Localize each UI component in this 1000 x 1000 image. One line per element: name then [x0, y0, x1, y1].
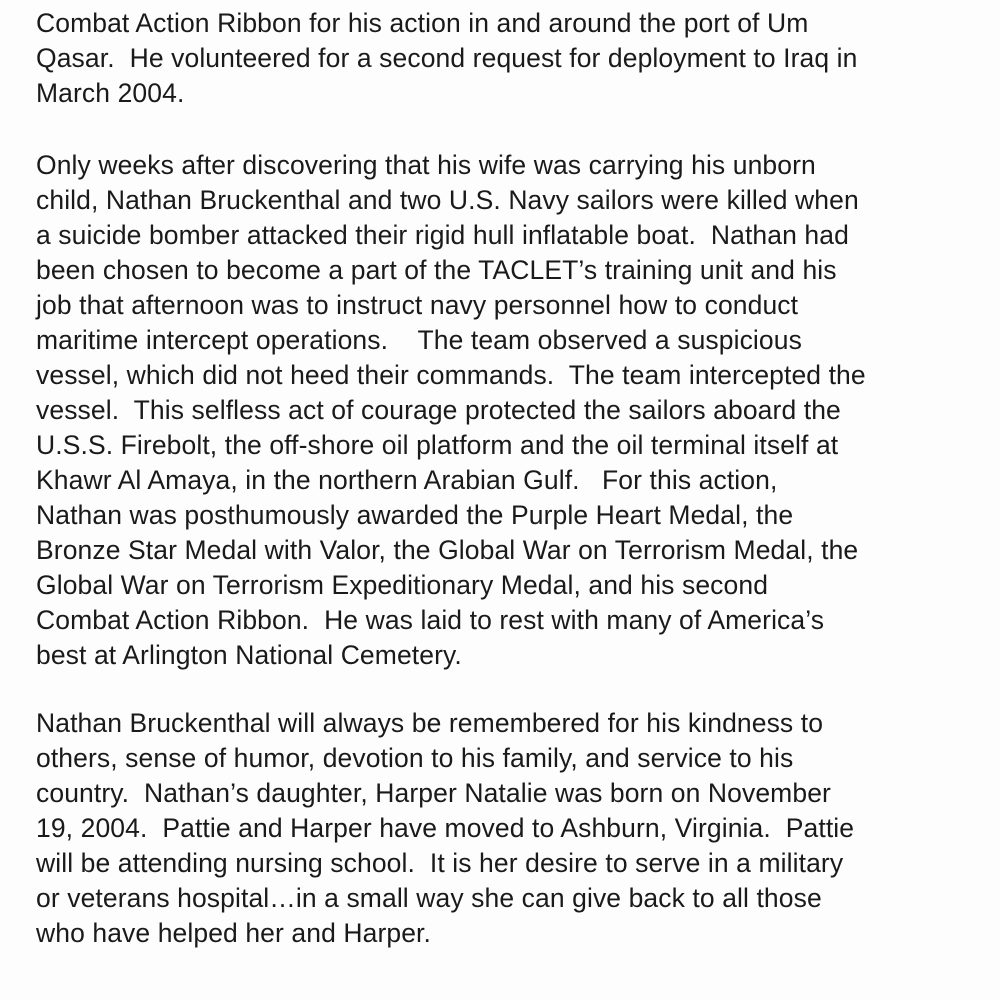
paragraph-line: best at Arlington National Cemetery.: [36, 640, 462, 670]
paragraph-line: Nathan was posthumously awarded the Purple Heart Medal, the: [36, 500, 794, 530]
paragraph-line: or veterans hospital…in a small way she can give back to all those: [36, 883, 822, 913]
paragraph-line: Nathan Bruckenthal will always be remembered for his kindness to: [36, 708, 824, 738]
paragraph-line: vessel. This selfless act of courage protected the sailors aboard the: [36, 395, 841, 425]
paragraph-2: [36, 148, 976, 673]
paragraph-line: Combat Action Ribbon. He was laid to rest with many of America’s: [36, 605, 825, 635]
paragraph-line: job that afternoon was to instruct navy personnel how to conduct: [36, 290, 799, 320]
paragraph-line: others, sense of humor, devotion to his family, and service to his: [36, 743, 794, 773]
paragraph-line: Qasar. He volunteered for a second request for deployment to Iraq in: [36, 43, 858, 73]
paragraph-line: a suicide bomber attacked their rigid hull inflatable boat. Nathan had: [36, 220, 849, 250]
paragraph-line: Global War on Terrorism Expeditionary Medal, and his second: [36, 570, 769, 600]
paragraph-line: been chosen to become a part of the TACLET’s training unit and his: [36, 255, 837, 285]
paragraph-line: U.S.S. Firebolt, the off-shore oil platform and the oil terminal itself at: [36, 430, 839, 460]
paragraph-line: March 2004.: [36, 78, 185, 108]
paragraph-line: vessel, which did not heed their commands. The team intercepted the: [36, 360, 866, 390]
paragraph-line: Bronze Star Medal with Valor, the Global War on Terrorism Medal, the: [36, 535, 859, 565]
paragraph-line: Combat Action Ribbon for his action in and around the port of Um: [36, 8, 809, 38]
paragraph-line: maritime intercept operations. The team observed a suspicious: [36, 325, 802, 355]
paragraph-line: 19, 2004. Pattie and Harper have moved to Ashburn, Virginia. Pattie: [36, 813, 855, 843]
paragraph-1: [36, 6, 976, 111]
paragraph-3: [36, 706, 976, 951]
paragraph-line: child, Nathan Bruckenthal and two U.S. Navy sailors were killed when: [36, 185, 859, 215]
paragraph-line: country. Nathan’s daughter, Harper Natalie was born on November: [36, 778, 831, 808]
paragraph-line: who have helped her and Harper.: [36, 918, 431, 948]
paragraph-line: will be attending nursing school. It is her desire to serve in a military: [36, 848, 844, 878]
paragraph-line: Only weeks after discovering that his wife was carrying his unborn: [36, 150, 816, 180]
paragraph-line: Khawr Al Amaya, in the northern Arabian Gulf. For this action,: [36, 465, 778, 495]
